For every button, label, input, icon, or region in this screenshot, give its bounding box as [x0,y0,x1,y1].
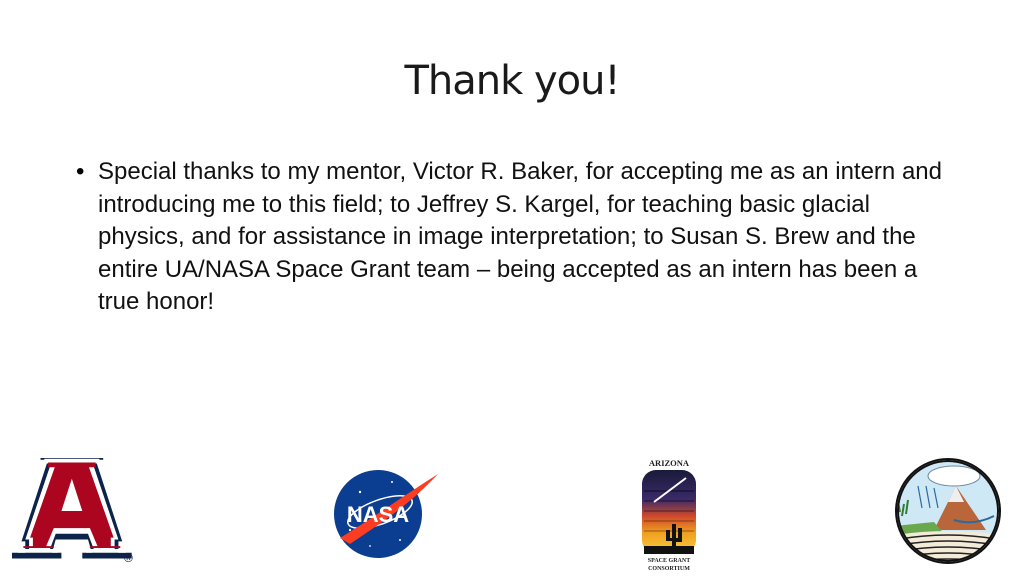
nasa-meatball-icon [330,468,440,560]
list-item [76,156,956,319]
slide-title: Thank you! [404,58,620,104]
registered-mark: ® [124,551,133,565]
azsg-top-text: ARIZONA [648,458,690,468]
hydrology-circle-logo [894,456,1002,566]
bullet-icon: • [76,158,85,185]
arizona-space-grant-icon [636,456,702,572]
arizona-space-grant-logo [636,456,702,572]
azsg-bottom-text-2: CONSORTIUM [648,566,690,572]
nasa-logo [330,468,440,560]
university-of-arizona-logo [12,458,138,568]
bullet-text: Special thanks to my mentor, Victor R. Baker, for accepting me as an intern and introducing me to this field; to Jeffrey S. Kargel, for teaching basic glacial physics, and for assistance in image interpretation; to Susan S. Brew and the entire UA/NASA Space Grant team – being accepted as an intern has been a true honor! [98,158,942,315]
hydrology-circle-icon [894,456,1002,566]
azsg-bottom-text-1: SPACE GRANT [647,558,691,564]
nasa-logo-text: NASA [346,502,410,527]
bullet-list [76,156,956,319]
ua-block-a-icon [12,458,138,568]
